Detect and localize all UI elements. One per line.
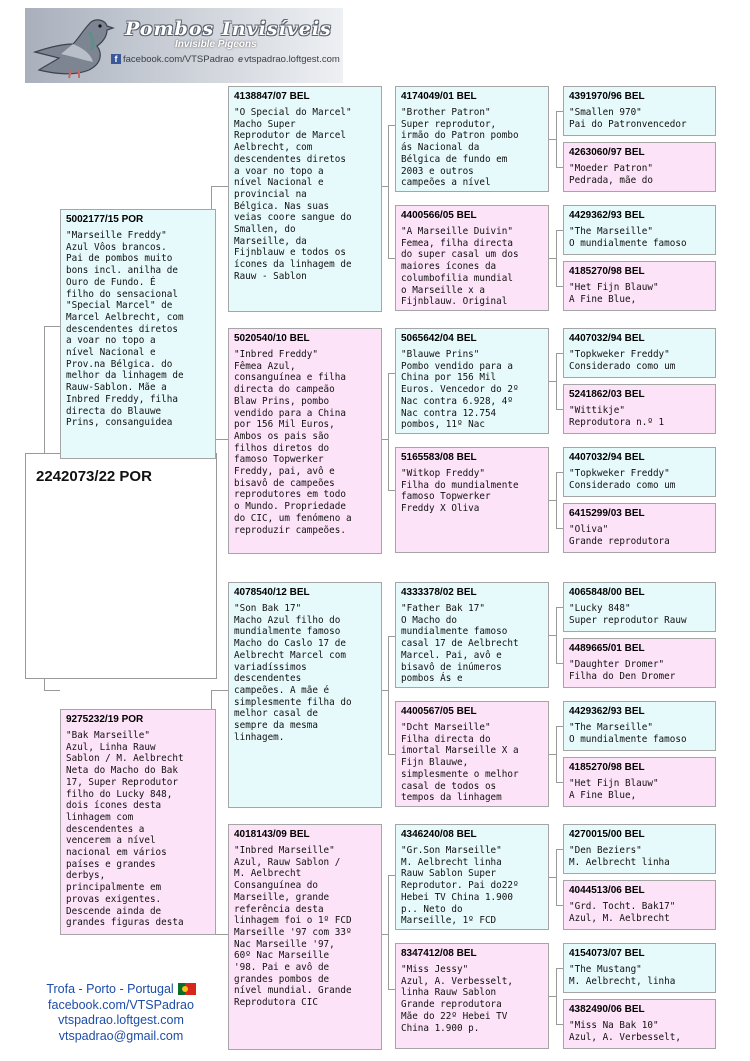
- connector-line: [211, 186, 228, 187]
- ring-number: 5065642/04 BEL: [401, 333, 477, 344]
- pigeon-description: "Den Beziers" M. Aelbrecht linha: [569, 845, 670, 868]
- pigeon-description: "Gr.Son Marseille" M. Aelbrecht linha Rauw Sablon Super Reprodutor. Pai do22º Hebei TV China 1.900 p.. Neto do Marseille, 1º FCD: [401, 845, 519, 927]
- pigeon-description: "Marseille Freddy" Azul Vôos brancos. Pai de pombos muito bons incl. anilha de Ouro de Fundo. É filho do sensacional "Special Marcel" de Marcel Aelbrecht, com descendentes diretos a voar no topo a nível Nacional e Prov.na Bélgica. do melhor da linhagem de Rauw-Sablon. Mãe a Inbred Freddy, filha directa do Blauwe Prins, consanguidea: [66, 230, 184, 429]
- ring-number: 4044513/06 BEL: [569, 885, 645, 896]
- pigeon-description: "Brother Patron" Super reprodutor, irmão do Patron pombo ás Nacional da Bélgica de fundo em 2003 e outros campeões a nível: [401, 107, 519, 189]
- connector-line: [556, 782, 563, 783]
- ring-number: 4429362/93 BEL: [569, 210, 645, 221]
- connector-line: [211, 690, 228, 691]
- ring-number: 4407032/94 BEL: [569, 452, 645, 463]
- ring-number: 5002177/15 POR: [66, 214, 144, 225]
- great-great-grandparent-box: [563, 205, 716, 255]
- great-great-grandparent-box: [563, 999, 716, 1049]
- ring-number: 4154073/07 BEL: [569, 948, 645, 959]
- great-great-grandparent-box: [563, 142, 716, 192]
- pigeon-description: "Miss Jessy" Azul, A. Verbesselt, linha Rauw Sablon Grande reprodutora Mãe do 22º Hebei TV China 1.900 p.: [401, 964, 513, 1034]
- pigeon-description: "Moeder Patron" Pedrada, mãe do: [569, 163, 653, 186]
- connector-line: [556, 726, 557, 783]
- connector-line: [556, 849, 563, 850]
- connector-line: [556, 968, 563, 969]
- connector-line: [388, 125, 395, 126]
- ring-number: 4018143/09 BEL: [234, 829, 310, 840]
- connector-line: [44, 326, 45, 454]
- connector-line: [549, 500, 556, 501]
- connector-line: [556, 1024, 563, 1025]
- pigeon-description: "Son Bak 17" Macho Azul filho do mundialmente famoso Macho do Caslo 17 de Aelbrecht Marcel com variadíssimos descendentes campeões. A mãe é simplesmente filha do melhor casal de sempre da mesma linhagem.: [234, 603, 352, 743]
- great-great-grandparent-box: [563, 638, 716, 688]
- great-great-grandparent-box: [563, 701, 716, 751]
- connector-line: [388, 258, 395, 259]
- great-grandparent-box: [395, 943, 549, 1049]
- ring-number: 4263060/97 BEL: [569, 147, 645, 158]
- great-great-grandparent-box: [563, 447, 716, 497]
- ring-number: 4333378/02 BEL: [401, 587, 477, 598]
- ring-number: 4429362/93 BEL: [569, 706, 645, 717]
- pigeon-description: "Bak Marseille" Azul, Linha Rauw Sablon / M. Aelbrecht Neta do Macho do Bak 17, Super Reprodutor filho do Lucky 848, dois ícones desta linhagem com descendentes a vencerem a nível nacional em vários países e grandes derbys, principalmente em provas exigentes. Descende ainda de grandes figuras desta: [66, 730, 184, 929]
- pigeon-description: "Het Fijn Blauw" A Fine Blue,: [569, 778, 659, 801]
- pigeon-description: "Dcht Marseille" Filha directa do imortal Marseille X a Fijn Blauwe, simplesmente o melhor casal de todos os tempos da linhagem: [401, 722, 519, 804]
- header-social: [111, 54, 340, 65]
- connector-line: [556, 472, 563, 473]
- connector-line: [549, 635, 556, 636]
- great-great-grandparent-box: [563, 261, 716, 311]
- brand-title: Pombos Invisíveis: [125, 18, 332, 40]
- header-website-link[interactable]: vtspadrao.loftgest.com: [244, 54, 340, 65]
- sire-box: [60, 209, 216, 459]
- connector-line: [388, 875, 395, 876]
- ring-number: 4078540/12 BEL: [234, 587, 310, 598]
- great-grandparent-box: [395, 701, 549, 807]
- connector-line: [388, 490, 395, 491]
- grandsire-sire-box: [228, 86, 382, 312]
- great-grandparent-box: [395, 582, 549, 688]
- connector-line: [556, 472, 557, 529]
- connector-line: [44, 678, 45, 691]
- pigeon-description: "The Mustang" M. Aelbrecht, linha: [569, 964, 676, 987]
- connector-line: [556, 230, 563, 231]
- footer-email-link[interactable]: vtspadrao@gmail.com: [58, 1028, 184, 1043]
- great-great-grandparent-box: [563, 582, 716, 632]
- pigeon-description: "Witkop Freddy" Filha do mundialmente famoso Topwerker Freddy X Oliva: [401, 468, 519, 515]
- connector-line: [44, 326, 60, 327]
- ring-number: 4382490/06 BEL: [569, 1004, 645, 1015]
- ring-number: 5241862/03 BEL: [569, 389, 645, 400]
- connector-line: [388, 373, 389, 491]
- connector-line: [388, 636, 389, 755]
- ring-number: 4400567/05 BEL: [401, 706, 477, 717]
- pigeon-description: "Smallen 970" Pai do Patronvencedor: [569, 107, 687, 130]
- great-great-grandparent-box: [563, 880, 716, 930]
- ring-number: 5020540/10 BEL: [234, 333, 310, 344]
- connector-line: [549, 139, 556, 140]
- great-great-grandparent-box: [563, 824, 716, 874]
- pigeon-description: "Father Bak 17" O Macho do mundialmente famoso casal 17 de Aelbrecht Marcel. Pai, avô e bisavô de inúmeros pombos Ás e: [401, 603, 519, 685]
- pigeon-description: "Oliva" Grande reprodutora: [569, 524, 670, 547]
- great-great-grandparent-box: [563, 503, 716, 553]
- pigeon-description: "A Marseille Duivin" Femea, filha directa do super casal um dos maiores ícones da columbofilia mundial o Marseille x a Fijnblauw. Original: [401, 226, 519, 308]
- pigeon-description: "O Special do Marcel" Macho Super Reprodutor de Marcel Aelbrecht, com descendentes diretos a voar no topo a nível Nacional e provincial na Bélgica. Nas suas veias coore sangue do Smallen, do Marseille, da Fijnblauw e todos os ícones da linhagem de Rauw - Sablon: [234, 107, 352, 282]
- facebook-icon: f: [111, 54, 121, 64]
- pigeon-description: "Inbred Marseille" Azul, Rauw Sablon / M. Aelbrecht Consanguínea do Marseille, grande referência desta linhagem foi o 1º FCD Marseille '97 com 33º Nac Marseille '97, 60º Nac Marseille '98. Pai e avô de grandes pombos de nível mundial. Grande Reprodutora CIC: [234, 845, 352, 1009]
- brand-subtitle: Invisible Pigeons: [175, 39, 257, 50]
- great-great-grandparent-box: [563, 943, 716, 993]
- connector-line: [556, 353, 563, 354]
- ring-number: 4407032/94 BEL: [569, 333, 645, 344]
- connector-line: [388, 373, 395, 374]
- connector-line: [388, 125, 389, 259]
- pigeon-description: "The Marseille" O mundialmente famoso: [569, 226, 687, 249]
- ring-number: 8347412/08 BEL: [401, 948, 477, 959]
- pigeon-description: "Blauwe Prins" Pombo vendido para a China por 156 Mil Euros. Vencedor do 2º Nac contra 6.928, 4º Nac contra 12.754 pombos, 11º Nac: [401, 349, 519, 431]
- ring-number: 4185270/98 BEL: [569, 762, 645, 773]
- connector-line: [556, 111, 563, 112]
- connector-line: [556, 230, 557, 287]
- ring-number: 9275232/19 POR: [66, 714, 144, 725]
- connector-line: [556, 905, 563, 906]
- footer-facebook-link[interactable]: facebook.com/VTSPadrao: [48, 997, 194, 1012]
- connector-line: [556, 663, 563, 664]
- ring-number: 6415299/03 BEL: [569, 508, 645, 519]
- great-grandparent-box: [395, 824, 549, 930]
- pigeon-logo-icon: [31, 12, 116, 80]
- pigeon-description: "Miss Na Bak 10" Azul, A. Verbesselt,: [569, 1020, 681, 1043]
- connector-line: [556, 353, 557, 410]
- ring-number: 4174049/01 BEL: [401, 91, 477, 102]
- connector-line: [556, 968, 557, 1025]
- pigeon-description: "Inbred Freddy" Fêmea Azul, consanguínea e filha directa do campeão Blaw Prins, pombo vendido para a China por 156 Mil Euros, Ambos os pais são filhos diretos do famoso Topwerker Freddy, pai, avô e bisavô de campeões reprodutores em todo o Mundo. Propriedade do CIC, um fenómeno a reproduzir campeões.: [234, 349, 352, 536]
- connector-line: [556, 167, 563, 168]
- connector-line: [556, 607, 563, 608]
- great-great-grandparent-box: [563, 384, 716, 434]
- pigeon-description: "Lucky 848" Super reprodutor Rauw: [569, 603, 687, 626]
- connector-line: [549, 381, 556, 382]
- great-grandparent-box: [395, 447, 549, 553]
- connector-line: [388, 636, 395, 637]
- connector-line: [388, 875, 389, 990]
- ring-number: 4346240/08 BEL: [401, 829, 477, 840]
- pigeon-description: "Wittikje" Reprodutora n.º 1: [569, 405, 665, 428]
- footer-location: Trofa - Porto - Portugal: [46, 982, 174, 996]
- website-logo-icon: e: [237, 54, 244, 65]
- connector-line: [549, 258, 556, 259]
- great-grandparent-box: [395, 86, 549, 192]
- ring-number: 4489665/01 BEL: [569, 643, 645, 654]
- great-grandparent-box: [395, 205, 549, 311]
- subject-ring: 2242073/22 POR: [36, 468, 152, 485]
- dam-box: [60, 709, 216, 935]
- footer-contact: [26, 982, 216, 1044]
- header-facebook-link[interactable]: facebook.com/VTSPadrao: [123, 54, 234, 65]
- great-great-grandparent-box: [563, 757, 716, 807]
- connector-line: [382, 439, 388, 440]
- pigeon-description: "Topkweker Freddy" Considerado como um: [569, 468, 676, 491]
- connector-line: [549, 877, 556, 878]
- pigeon-description: "The Marseille" O mundialmente famoso: [569, 722, 687, 745]
- subject-box: [25, 453, 217, 679]
- grandsire-dam-box: [228, 582, 382, 808]
- pigeon-description: "Grd. Tocht. Bak17" Azul, M. Aelbrecht: [569, 901, 676, 924]
- connector-line: [388, 754, 395, 755]
- header-banner: [25, 8, 343, 83]
- connector-line: [382, 186, 388, 187]
- ring-number: 4400566/05 BEL: [401, 210, 477, 221]
- great-grandparent-box: [395, 328, 549, 434]
- connector-line: [44, 690, 60, 691]
- great-great-grandparent-box: [563, 328, 716, 378]
- connector-line: [382, 690, 388, 691]
- connector-line: [556, 409, 563, 410]
- pigeon-description: "Daughter Dromer" Filha do Den Dromer: [569, 659, 676, 682]
- connector-line: [549, 754, 556, 755]
- ring-number: 5165583/08 BEL: [401, 452, 477, 463]
- connector-line: [556, 111, 557, 168]
- great-great-grandparent-box: [563, 86, 716, 136]
- connector-line: [549, 996, 556, 997]
- ring-number: 4391970/96 BEL: [569, 91, 645, 102]
- connector-line: [388, 989, 395, 990]
- granddam-dam-box: [228, 824, 382, 1050]
- connector-line: [556, 849, 557, 906]
- connector-line: [556, 528, 563, 529]
- pigeon-description: "Het Fijn Blauw" A Fine Blue,: [569, 282, 659, 305]
- portugal-flag-icon: [178, 983, 196, 995]
- footer-website-link[interactable]: vtspadrao.loftgest.com: [58, 1013, 184, 1028]
- ring-number: 4138847/07 BEL: [234, 91, 310, 102]
- connector-line: [556, 286, 563, 287]
- pigeon-description: "Topkweker Freddy" Considerado como um: [569, 349, 676, 372]
- footer-location-row: [26, 982, 216, 998]
- ring-number: 4270015/00 BEL: [569, 829, 645, 840]
- granddam-sire-box: [228, 328, 382, 554]
- ring-number: 4065848/00 BEL: [569, 587, 645, 598]
- connector-line: [556, 726, 563, 727]
- connector-line: [556, 607, 557, 664]
- ring-number: 4185270/98 BEL: [569, 266, 645, 277]
- connector-line: [382, 934, 388, 935]
